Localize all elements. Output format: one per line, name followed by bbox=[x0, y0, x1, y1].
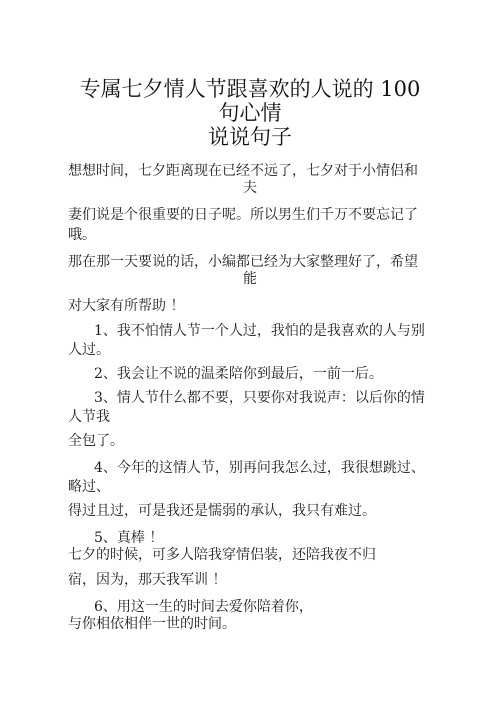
intro-line-5: 那在那一天要说的话，小编都已经为大家整理好了，希望 bbox=[68, 254, 418, 270]
intro-line-7: 对大家有所帮助 ！ bbox=[68, 298, 185, 314]
intro-line-3: 妻们说是个很重要的日子呢。所以男生们千万不要忘记了 bbox=[68, 207, 418, 223]
intro-line-1: 想想时间，七夕距离现在已经不远了，七夕对于小情侣和 bbox=[68, 163, 418, 179]
item-5-line-2: 七夕的时候，可多人陪我穿情侣装，还陪我夜不归 bbox=[68, 547, 376, 563]
item-4-line-2: 略过、 bbox=[68, 479, 110, 495]
item-4-line-1: 4、今年的这情人节，别再问我怎么过，我很想跳过、 bbox=[94, 460, 425, 476]
item-5-line-3: 宿，因为，那天我军训 ！ bbox=[68, 572, 227, 588]
item-3-line-2: 人节我 bbox=[68, 409, 110, 425]
intro-line-2: 夫 bbox=[243, 180, 257, 196]
document-title-line-2: 句心情 bbox=[218, 101, 282, 125]
document-title-line-3: 说说句子 bbox=[208, 125, 292, 149]
intro-line-6: 能 bbox=[243, 271, 257, 287]
item-2-line-1: 2、我会让不说的温柔陪你到最后，一前一后。 bbox=[94, 366, 383, 382]
item-6-line-1: 6、用这一生的时间去爱你陪着你， bbox=[94, 599, 313, 615]
item-1-line-2: 人过。 bbox=[68, 342, 110, 358]
item-5-line-1: 5、真棒 ！ bbox=[94, 530, 164, 546]
item-3-line-3: 全包了。 bbox=[68, 433, 124, 449]
intro-line-4: 哦。 bbox=[68, 227, 96, 243]
item-3-line-1: 3、情人节什么都不要，只要你对我说声：以后你的情 bbox=[94, 390, 425, 406]
item-1-line-1: 1、我不怕情人节一个人过，我怕的是我喜欢的人与别 bbox=[94, 323, 425, 339]
item-6-line-2: 与你相依相伴一世的时间。 bbox=[68, 616, 236, 632]
document-title-line-1: 专属七夕情人节跟喜欢的人说的 100 bbox=[79, 77, 421, 101]
item-4-line-3: 得过且过，可是我还是懦弱的承认，我只有难过。 bbox=[68, 503, 376, 519]
